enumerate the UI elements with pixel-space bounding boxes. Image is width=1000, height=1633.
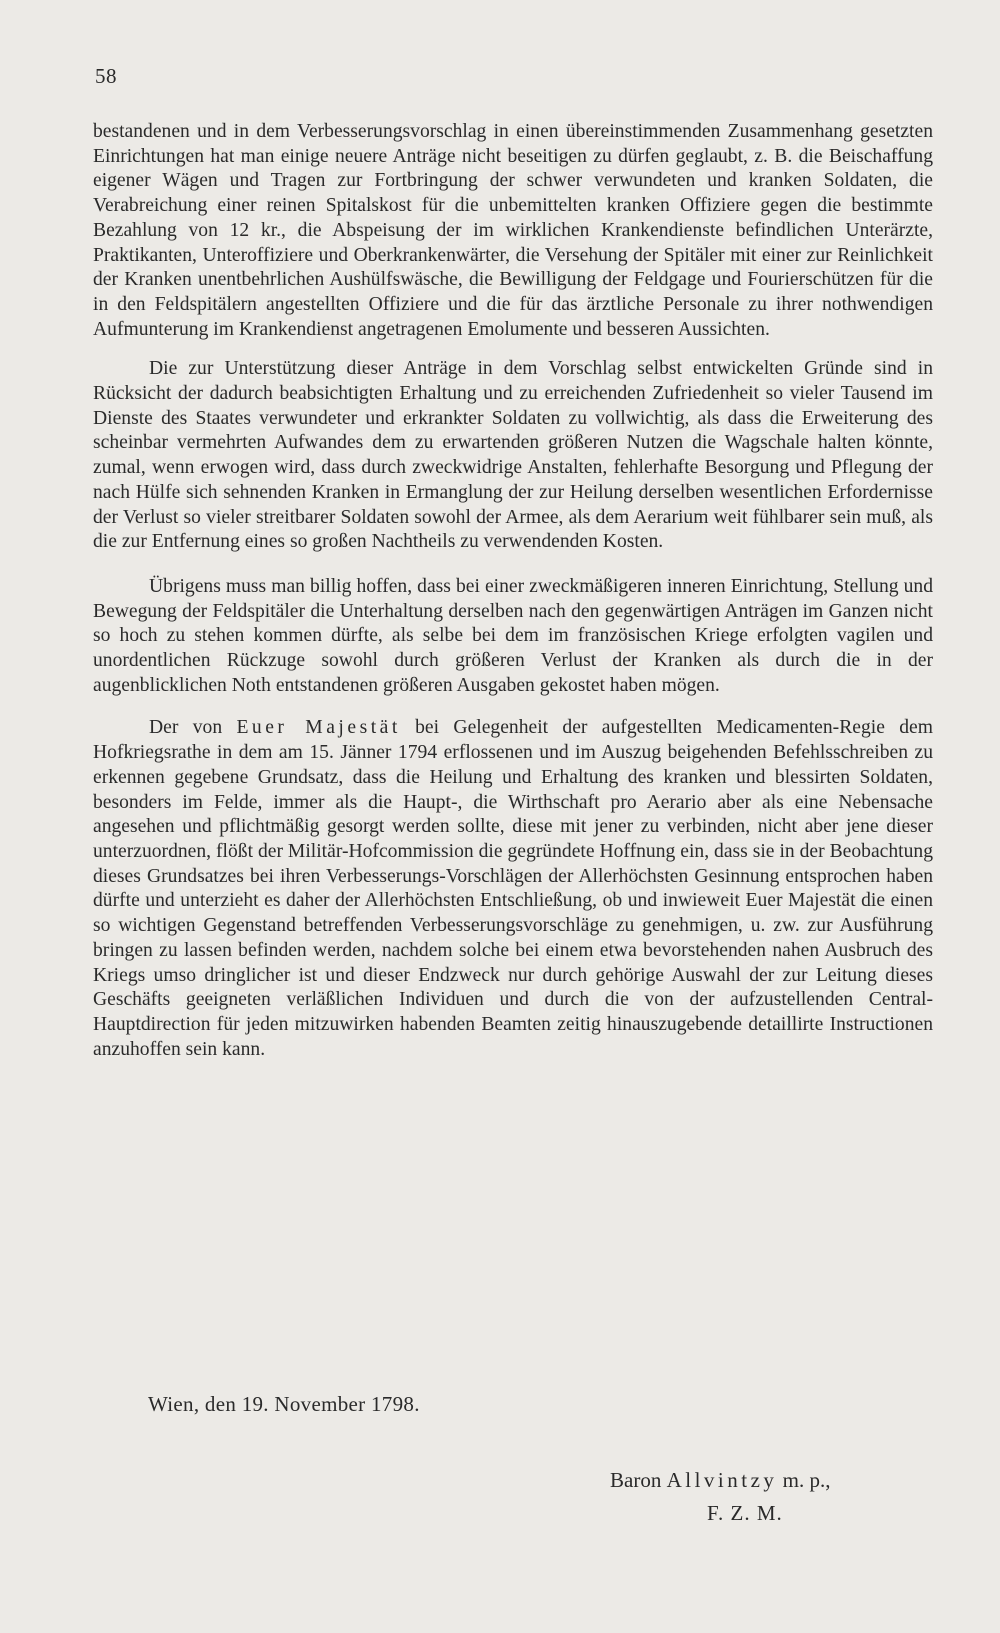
paragraph-principle-body: bei Gelegenheit der aufgestellten Medicamenten-Regie dem Hofkriegsrathe in dem am 15. Jänner 1794 erflossenen und im Auszug beigehenden Befehlsschreiben zu erkennen gegebene Grundsatz, dass die Heilung und Erhaltung des kranken und blessirten Soldaten, besonders im Felde, immer als die Haupt-, die Wirthschaft pro Aerario aber als eine Nebensache angesehen und pflichtmäßig gesorgt werden sollte, diese mit jener zu verbinden, nicht aber jene dieser unterzuordnen, flößt der Militär-Hofcommission die gegründete Hoffnung ein, dass sie in der Beobachtung dieses Grundsatzes bei ihren Verbesserungs-Vorschlägen der Allerhöchsten Gesinnung entsprochen haben dürfte und unterzieht es daher der Allerhöchsten Entschließung, ob und inwieweit Euer Majestät die einen so wichtigen Gegenstand betreffenden Verbesserungsvorschläge zu genehmigen, u. zw. zur Ausführung bringen zu lassen befinden werden, nachdem solche bei einem etwa bevorstehenden nahen Ausbruch des Kriegs umso dringlicher ist und dieser Endzweck nur durch gehörige Auswahl der zur Leitung dieses Geschäfts geeigneten verläßlichen Individuen und durch die von der aufzustellenden Central-Hauptdirection für jeden mitzuwirken habenden Beamten zeitig hinauszugebende detaillirte Instructionen anzuhoffen sein kann. (93, 717, 933, 1060)
signature-prefix: Baron (610, 1468, 667, 1492)
paragraph-cost-expectation: Übrigens muss man billig hoffen, dass bei einer zweckmäßigeren inneren Einrichtung, Stellung und Bewegung der Feldspitäler die Unterhaltung derselben nach den gegenwärtigen Anträgen im Ganzen nicht so hoch zu stehen kommen dürfte, als selbe bei dem im französischen Kriege erfolgten vagilen und unordentlichen Rückzuge sowohl durch größeren Verlust der Kranken als durch die in der augenblicklichen Noth entstandenen größeren Ausgaben gekostet haben mögen. (93, 575, 933, 696)
majesty-address: Euer Majestät (236, 717, 401, 739)
paragraph-justification: Die zur Unterstützung dieser Anträge in dem Vorschlag selbst entwickelten Gründe sind in Rücksicht der dadurch beabsichtigten Erhaltung und zu erreichenden Zufriedenheit so vieler Tausend im Dienste des Staates verwundeter und erkrankter Soldaten zu vollwichtig, als dass die Erweiterung des scheinbar vermehrten Aufwandes dem zu erwartenden größeren Nutzen die Wagschale halten könnte, zumal, wenn erwogen wird, dass durch zweckwidrige Anstalten, fehlerhafte Besorgung und Pflegung der nach Hülfe sich sehnenden Kranken in Ermanglung der zur Heilung derselben wesentlichen Erfordernisse der Verlust so vieler streitbarer Soldaten sowohl der Armee, als dem Aerarium weit fühlbarer sein muß, als die zur Entfernung eines so großen Nachtheils zu verwendenden Kosten. (93, 358, 933, 553)
signature-rank: F. Z. M. (707, 1501, 783, 1525)
paragraph-principle (93, 716, 933, 1062)
signature-name-line (610, 1464, 831, 1497)
paragraph-principle-lead: Der von (149, 717, 237, 739)
signature-block (610, 1464, 831, 1530)
signature-name: Allvintzy (666, 1468, 778, 1492)
dateline: Wien, den 19. November 1798. (148, 1392, 420, 1416)
signature-suffix: m. p., (777, 1468, 831, 1492)
paragraph-continuation: bestandenen und in dem Verbesserungsvorschlag in einen übereinstimmenden Zusammenhang gesetzten Einrichtungen hat man einige neuere Anträge nicht beseitigen zu dürfen geglaubt, z. B. die Beischaffung eigener Wägen und Tragen zur Fortbringung der schwer verwundeten und kranken Soldaten, die Verabreichung einer reinen Spitalskost für die unbemittelten kranken Offiziere gegen die bestimmte Bezahlung von 12 kr., die Abspeisung der im wirklichen Krankendienste befindlichen Unterärzte, Praktikanten, Unteroffiziere und Oberkrankenwärter, die Versehung der Spitäler mit einer zur Reinlichkeit der Kranken unentbehrlichen Aushülfswäsche, die Bewilligung der Feldgage und Fourierschützen für die in den Feldspitälern angestellten Offiziere und die für das ärztliche Personale zu ihrer nothwendigen Aufmunterung im Krankendienst angetragenen Emolumente und besseren Aussichten. (93, 121, 933, 340)
body-text (93, 120, 933, 1062)
page-number: 58 (95, 64, 117, 88)
